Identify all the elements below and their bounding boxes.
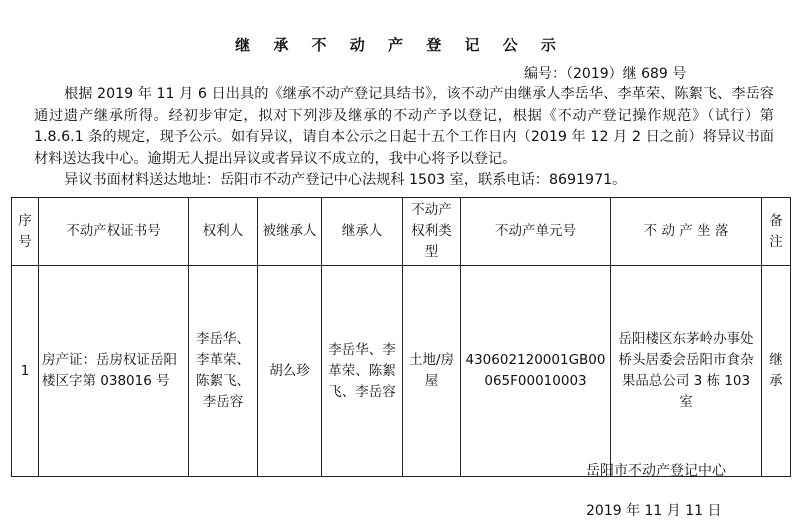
header-owner: 权利人	[189, 198, 258, 266]
cell-index: 1	[12, 266, 39, 477]
header-heirs: 继承人	[322, 198, 403, 266]
cell-decedent: 胡么珍	[258, 266, 322, 477]
cell-location: 岳阳楼区东茅岭办事处桥头居委会岳阳市食杂果品总公司 3 栋 103 室	[611, 266, 762, 477]
header-right-type: 不动产权利类型	[403, 198, 461, 266]
cell-right-type: 土地/房屋	[403, 266, 461, 477]
header-location: 不 动 产 坐 落	[611, 198, 762, 266]
table-row	[12, 266, 791, 477]
document-number: 编号：（2019）继 689 号	[524, 66, 687, 82]
header-index: 序号	[12, 198, 39, 266]
notice-body	[34, 84, 774, 192]
header-unit-no: 不动产单元号	[461, 198, 611, 266]
table-header-row	[12, 198, 791, 266]
issue-date: 2019 年 11 月 11 日	[586, 503, 722, 519]
registration-table	[11, 197, 791, 477]
notice-title: 继 承 不 动 产 登 记 公 示	[235, 36, 565, 54]
cell-heirs: 李岳华、李革荣、陈絮飞、李岳容	[322, 266, 403, 477]
header-decedent: 被继承人	[258, 198, 322, 266]
cell-unit-no: 430602120001GB00065F00010003	[461, 266, 611, 477]
notice-paragraph: 根据 2019 年 11 月 6 日出具的《继承不动产登记具结书》，该不动产由继承人李岳华、李革荣、陈絮飞、李岳容通过遗产继承所得。经初步审定，拟对下列涉及继承的不动产予以登记，根据《不动产登记操作规范》（试行）第 1.8.6.1 条的规定，现予公示。如有异议，请自本公示之日起十五个工作日内（2019 年 12 月 2 日之前）将异议书面材料送达我中心。逾期无人提出异议或者异议不成立的，我中心将予以登记。	[34, 86, 774, 167]
cell-remark: 继承	[762, 266, 791, 477]
header-remark: 备注	[762, 198, 791, 266]
cell-owner: 李岳华、李革荣、陈絮飞、李岳容	[189, 266, 258, 477]
header-cert-no: 不动产权证书号	[39, 198, 189, 266]
notice-address-paragraph: 异议书面材料送达地址：岳阳市不动产登记中心法规科 1503 室，联系电话：8691971。	[64, 172, 627, 188]
cell-cert-no: 房产证：岳房权证岳阳楼区字第 038016 号	[39, 266, 189, 477]
issuer-signature: 岳阳市不动产登记中心	[586, 463, 726, 479]
